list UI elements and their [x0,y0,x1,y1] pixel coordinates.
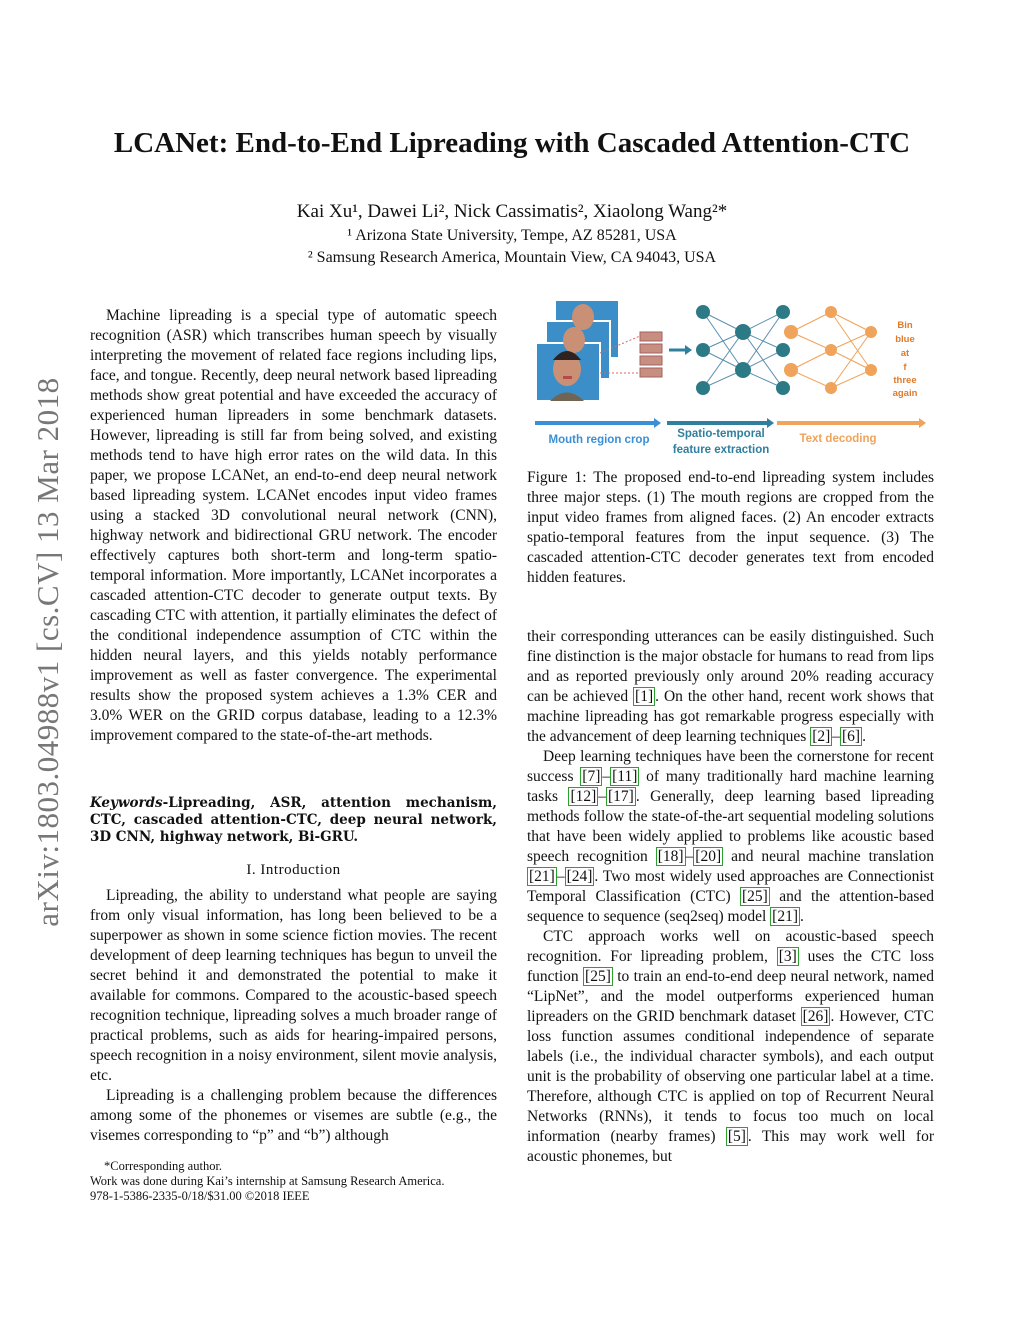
citation-link[interactable]: [1] [635,688,654,705]
text-run: . [862,728,866,745]
footnote-copyright: 978-1-5386-2335-0/18/$31.00 ©2018 IEEE [90,1189,310,1203]
citation-link[interactable]: [7] [582,768,601,785]
figure-1-caption: Figure 1: The proposed end-to-end lipreading system includes three major steps. (1) The mouth regions are cropped from the input video frames from aligned faces. (2) An encoder extracts spatio-temporal features from the input sequence. (3) The cascaded attention-CTC decoder generates text from encoded hidden features. [527,469,934,586]
citation-link[interactable]: [18] [657,848,684,865]
text-run: – [598,788,607,805]
stage-label-spatio-temporal: Spatio-temporal [677,428,765,440]
stage-label-text-decoding: Text decoding [799,433,877,445]
right-paragraph-3 [527,927,934,1167]
citation-link[interactable]: [25] [742,888,768,905]
output-word: Bin [897,320,913,331]
network-nodes [696,305,790,395]
text-run: . Two most widely used approaches are Connectionist Temporal Classification (CTC) [527,868,934,905]
citation-link[interactable]: [3] [778,948,797,965]
output-word: blue [895,334,915,345]
keywords-text: -Lipreading, ASR, attention mechanism, CTC, cascaded attention-CTC, deep neural network, 3D CNN, highway network, Bi-GRU. [90,795,497,845]
text-run: – [685,848,694,865]
footnotes [90,1159,504,1204]
pipeline-diagram [527,298,937,460]
text-run: . This may work well for acoustic phonemes, but [527,1128,934,1165]
citation-link[interactable]: [21] [772,908,798,925]
right-column-body [527,627,934,1167]
output-word: at [900,348,910,359]
section-heading-introduction: I. Introduction [246,862,341,878]
output-word: f [903,362,907,373]
text-run: – [832,728,841,745]
stage-label-feature-extraction: feature extraction [672,444,770,456]
decoder-nodes [784,306,877,394]
citation-link[interactable]: [11] [612,768,638,785]
citation-link[interactable]: [24] [566,868,593,885]
citation-link[interactable]: [21] [529,868,555,885]
arxiv-identifier: arXiv:1803.04988v1 [cs.CV] 13 Mar 2018 [30,377,65,927]
affiliation-2: ² Samsung Research America, Mountain View, CA 94043, USA [307,249,717,266]
text-run: – [556,868,565,885]
footnote-internship: Work was done during Kai’s internship at Samsung Research America. [90,1174,445,1188]
citation-link[interactable]: [25] [585,968,611,985]
paper-title: LCANet: End-to-End Lipreading with Cascaded Attention-CTC [113,127,911,159]
text-run: uses the CTC loss function [527,948,934,985]
abstract [90,306,497,746]
citation-link[interactable]: [5] [727,1128,746,1145]
text-run: . [800,908,804,925]
introduction-body [90,886,497,1146]
text-run: Deep learning techniques have been the cornerstone for recent success [527,748,934,785]
output-words [893,320,918,399]
intro-paragraph-2: Lipreading is a challenging problem because the differences among some of the phonemes or visemes are subtle (e.g., the visemes corresponding to “p” and “b”) although [90,1087,497,1144]
text-run: and neural machine translation [723,848,935,865]
stage-arrows [535,418,926,428]
text-run: CTC approach works well on acoustic-based speech recognition. For lipreading problem, [527,928,934,965]
citation-link[interactable]: [6] [842,728,861,745]
stage-label-mouth-crop: Mouth region crop [548,434,650,446]
keywords [90,795,497,846]
text-run: . Generally, deep learning based lipreading methods follow the state-of-the-art sequential modeling solutions that have been widely applied to problems like acoustic based speech recognition [527,788,935,865]
citation-link[interactable]: [20] [695,848,722,865]
affiliation-1: ¹ Arizona State University, Tempe, AZ 85281, USA [347,227,677,244]
figure-1 [527,298,937,460]
text-run: . However, CTC loss function assumes conditional independence of separate labels (i.e., the individual character symbols), and each output unit is the probability of observing one particular label at a time. Therefore, although CTC is applied on top of Recurrent Neural Networks (RNNs), it tends to focus too much on local information (nearby frames) [527,1008,934,1145]
citation-link[interactable]: [17] [608,788,634,805]
arrow-right-icon [669,345,692,355]
footnote-corresponding: *Corresponding author. [104,1159,223,1173]
output-word: three [893,375,917,386]
keywords-label: Keywords [90,795,163,811]
text-run: of many traditionally hard machine learning tasks [527,768,934,805]
output-word: again [892,388,918,399]
intro-paragraph-1: Lipreading, the ability to understand what people are saying from only visual information, has long been believed to be a superpower as shown in some science fiction movies. The recent development of deep learning techniques has begun to unveil the secret behind it and demonstrated the potential to make it available for commons. Compared to the acoustic-based speech recognition technique, lipreading solves a much broader range of practical problems, such as aids for hearing-impaired persons, speech recognition in a noisy environment, silent movie analysis, etc. [90,887,497,1084]
text-run: their corresponding utterances can be easily distinguished. Such fine distinction is the major obstacle for humans to read from lips and as reported previously only around 20% reading accuracy can be achieved [527,628,934,705]
right-paragraph-1 [527,627,934,747]
citation-link[interactable]: [2] [812,728,831,745]
video-frames-icon [536,300,619,401]
text-run: – [602,768,611,785]
citation-link[interactable]: [12] [570,788,597,805]
text-run: and the attention-based sequence to sequence (seq2seq) model [527,888,934,925]
abstract-text: Machine lipreading is a special type of automatic speech recognition (ASR) which transcribes human speech by visually interpreting the movement of related face regions including lips, face, and tongue. Recently, deep neural network based lipreading methods show great potential and have exceeded the accuracy of experienced human lipreaders in some benchmark datasets. However, lipreading is still far from being solved, and existing methods tend to have high error rates on the wild data. In this paper, we propose LCANet, an end-to-end deep neural network based lipreading system. LCANet encodes input video frames using a stacked 3D convolutional neural network (CNN), highway network and bidirectional GRU network. The encoder effectively captures both short-term and long-term spatio-temporal information. More importantly, LCANet incorporates a cascaded attention-CTC decoder to generate output texts. By cascading CTC with attention, it partially eliminates the defect of the conditional independence assumption of CTC within the hidden neural layers, and this yields notably performance improvement as well as faster convergence. The experimental results show the proposed system achieves a 1.3% CER and 3.0% WER on the GRID corpus database, leading to a 12.3% improvement compared to the state-of-the-art methods. [90,307,497,744]
text-run: to train an end-to-end deep neural network, named “LipNet”, and the model outperforms experienced human lipreaders on the GRID benchmark dataset [527,968,935,1025]
citation-link[interactable]: [26] [802,1008,829,1025]
right-paragraph-2 [527,747,934,927]
text-run: . On the other hand, recent work shows that machine lipreading has got remarkable progress especially with the advancement of deep learning techniques [527,688,934,745]
author-list: Kai Xu¹, Dawei Li², Nick Cassimatis², Xiaolong Wang²* [296,201,728,222]
